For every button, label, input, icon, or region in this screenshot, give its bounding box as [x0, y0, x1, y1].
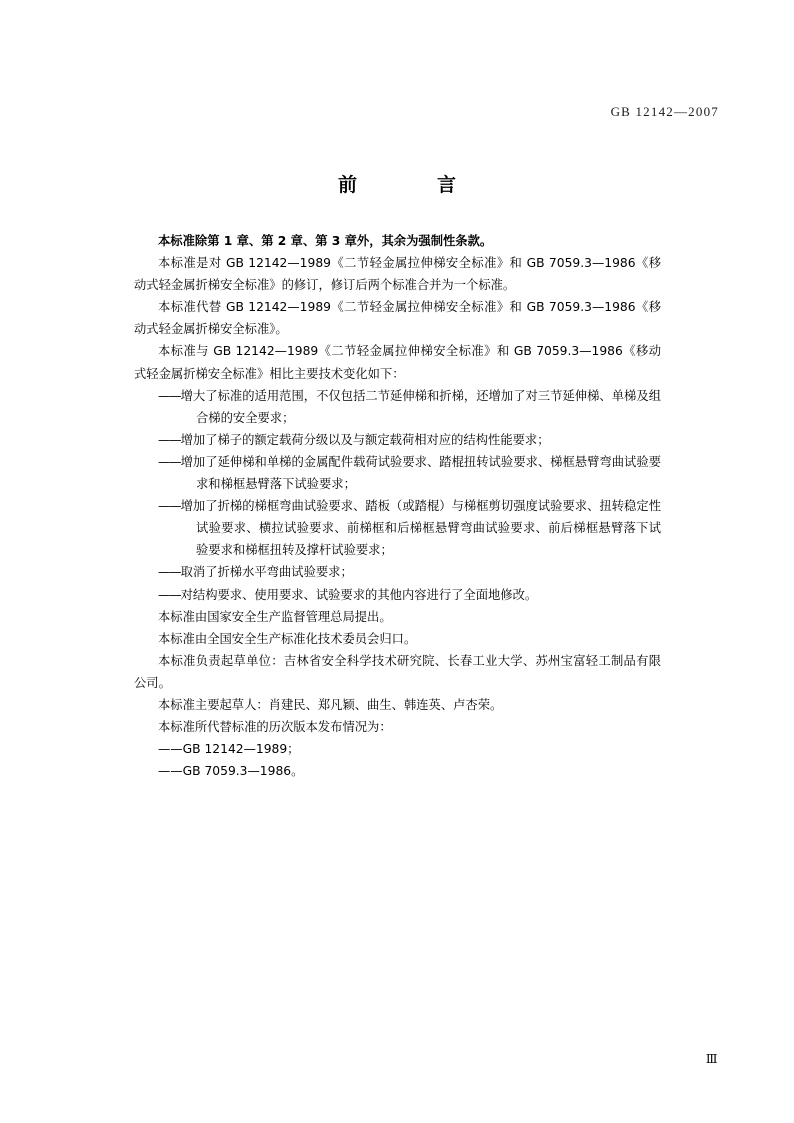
- dash-lead: ——: [158, 432, 181, 447]
- list-item: [134, 451, 661, 495]
- paragraph-proposed-by: 本标准由国家安全生产监督管理总局提出。: [158, 609, 392, 624]
- list-item-text: 增大了标准的适用范围，不仅包括二节延伸梯和折梯，还增加了对三节延伸梯、单梯及组合梯的安全要求；: [180, 388, 661, 425]
- list-item-text: 增加了梯子的额定载荷分级以及与额定载荷相对应的结构性能要求；: [180, 432, 550, 447]
- list-item: ——GB 7059.3—1986。: [158, 764, 304, 779]
- paragraph-drafting-units: 本标准负责起草单位：吉林省安全科学技术研究院、长春工业大学、苏州宝富轻工制品有限公司。: [134, 653, 661, 690]
- list-item: [134, 495, 661, 561]
- page-header-standard-number: GB 12142—2007: [610, 104, 719, 119]
- paragraph-drafters: 本标准主要起草人：肖建民、郑凡颖、曲生、韩连英、卢杏荣。: [158, 697, 503, 712]
- paragraph-mandatory-clause: 本标准除第 1 章、第 2 章、第 3 章外，其余为强制性条款。: [158, 234, 493, 248]
- dash-lead: ——: [158, 388, 181, 403]
- foreword-content: [134, 230, 661, 782]
- list-item-text: 增加了延伸梯和单梯的金属配件载荷试验要求、踏棍扭转试验要求、梯框悬臂弯曲试验要求和梯框悬臂落下试验要求；: [180, 454, 661, 492]
- list-item: [134, 584, 661, 606]
- list-item: ——GB 12142—1989；: [158, 742, 300, 757]
- paragraph-changes-intro: 本标准与 GB 12142—1989《二节轻金属拉伸梯安全标准》和 GB 7059.3—1986《移动式轻金属折梯安全标准》相比主要技术变化如下：: [134, 344, 661, 381]
- dash-lead: ——: [158, 454, 181, 469]
- list-item-text: 对结构要求、使用要求、试验要求的其他内容进行了全面地修改。: [180, 587, 538, 602]
- page-number: Ⅲ: [705, 1052, 718, 1066]
- paragraph-revision-basis: 本标准是对 GB 12142—1989《二节轻金属拉伸梯安全标准》和 GB 7059.3—1986《移动式轻金属折梯安全标准》的修订，修订后两个标准合并为一个标准。: [134, 256, 661, 293]
- list-item: [134, 561, 661, 583]
- dash-lead: ——: [158, 587, 181, 602]
- paragraph-administered-by: 本标准由全国安全生产标准化技术委员会归口。: [158, 631, 417, 646]
- list-item: [134, 429, 661, 451]
- page-title: 前 言: [337, 174, 470, 196]
- paragraph-replaces: 本标准代替 GB 12142—1989《二节轻金属拉伸梯安全标准》和 GB 7059.3—1986《移动式轻金属折梯安全标准》。: [134, 300, 661, 337]
- list-item-text: 取消了折梯水平弯曲试验要求；: [180, 565, 353, 580]
- list-item: [134, 385, 661, 429]
- dash-lead: ——: [158, 565, 181, 580]
- paragraph-previous-versions-intro: 本标准所代替标准的历次版本发布情况为：: [158, 720, 392, 735]
- list-item-text: 增加了折梯的梯框弯曲试验要求、踏板（或踏棍）与梯框剪切强度试验要求、扭转稳定性试验要求、横拉试验要求、前梯框和后梯框悬臂弯曲试验要求、前后梯框悬臂落下试验要求和梯框扭转及撑杆试验要求；: [180, 499, 661, 558]
- dash-lead: ——: [158, 499, 181, 514]
